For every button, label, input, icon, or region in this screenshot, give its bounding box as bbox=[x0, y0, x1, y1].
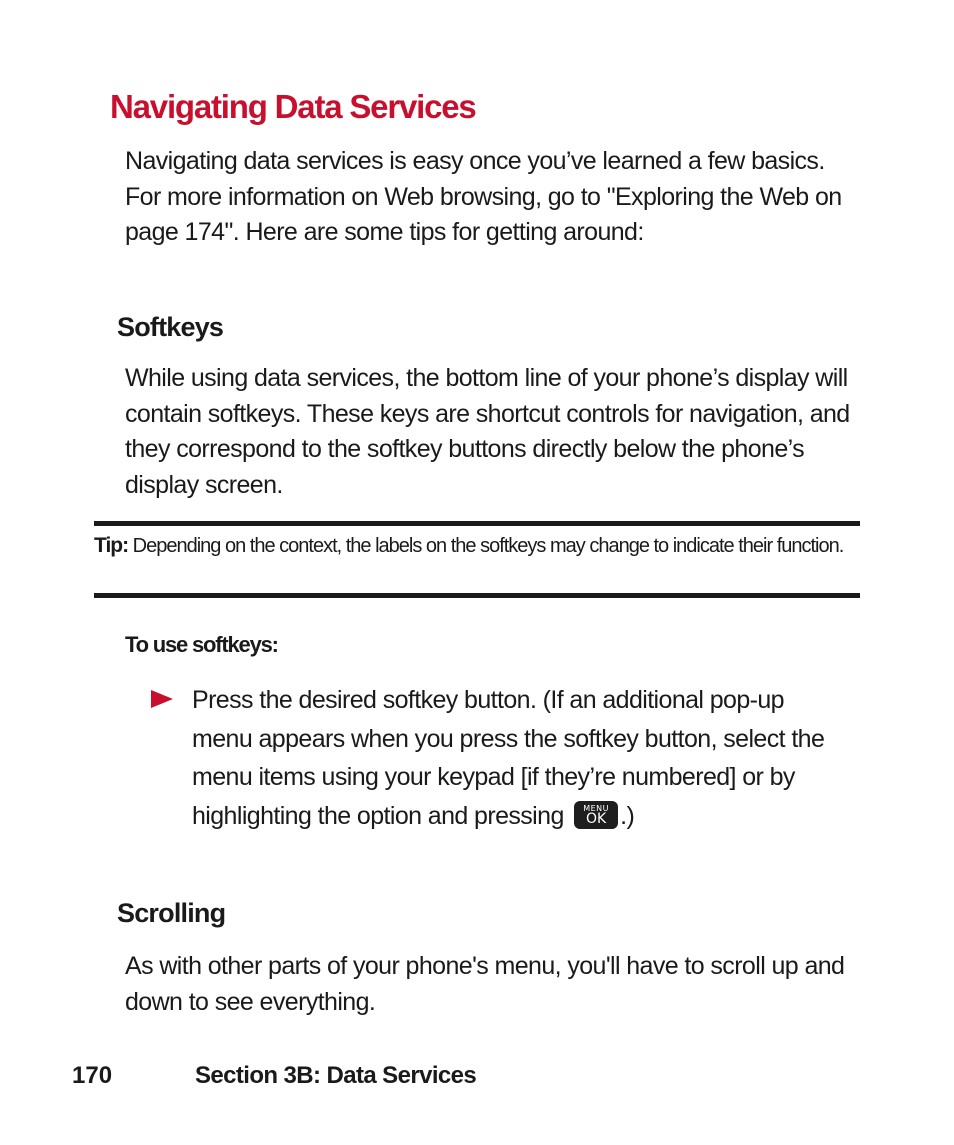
ok-key-label: OK bbox=[586, 811, 607, 828]
tip-box bbox=[94, 521, 860, 598]
tip-body: Depending on the context, the labels on the softkeys may change to indicate their function. bbox=[132, 535, 844, 557]
softkey-instruction bbox=[192, 681, 842, 836]
page-title: Navigating Data Services bbox=[110, 88, 476, 125]
page-number: 170 bbox=[72, 1062, 113, 1089]
softkeys-heading: Softkeys bbox=[117, 312, 224, 342]
menu-key-label: MENU bbox=[583, 804, 609, 814]
softkeys-paragraph: While using data services, the bottom line of your phone’s display will contain softkeys. These keys are shortcut controls for navigation, and they correspond to the softkey buttons directly below the phone’s display screen. bbox=[125, 364, 850, 499]
scrolling-heading: Scrolling bbox=[117, 898, 226, 928]
right-triangle-bullet-icon bbox=[151, 690, 173, 708]
intro-paragraph: Navigating data services is easy once you’ve learned a few basics. For more information on Web browsing, go to "Exploring the Web on page 174". Here are some tips for getting around: bbox=[125, 147, 842, 246]
menu-ok-key-icon bbox=[574, 801, 618, 829]
to-use-softkeys-heading: To use softkeys: bbox=[125, 632, 278, 657]
instruction-text: Press the desired softkey button. (If an additional pop-up menu appears when you press the softkey button, select the menu items using your keypad [if they’re numbered] or by highlighting the option and pressing bbox=[192, 686, 825, 831]
tip-label: Tip: bbox=[94, 534, 129, 557]
footer-section-title: Section 3B: Data Services bbox=[195, 1062, 477, 1089]
scrolling-paragraph: As with other parts of your phone's menu, you'll have to scroll up and down to see everything. bbox=[125, 952, 845, 1016]
instruction-text-end: .) bbox=[620, 802, 635, 831]
tip-text bbox=[94, 531, 860, 561]
